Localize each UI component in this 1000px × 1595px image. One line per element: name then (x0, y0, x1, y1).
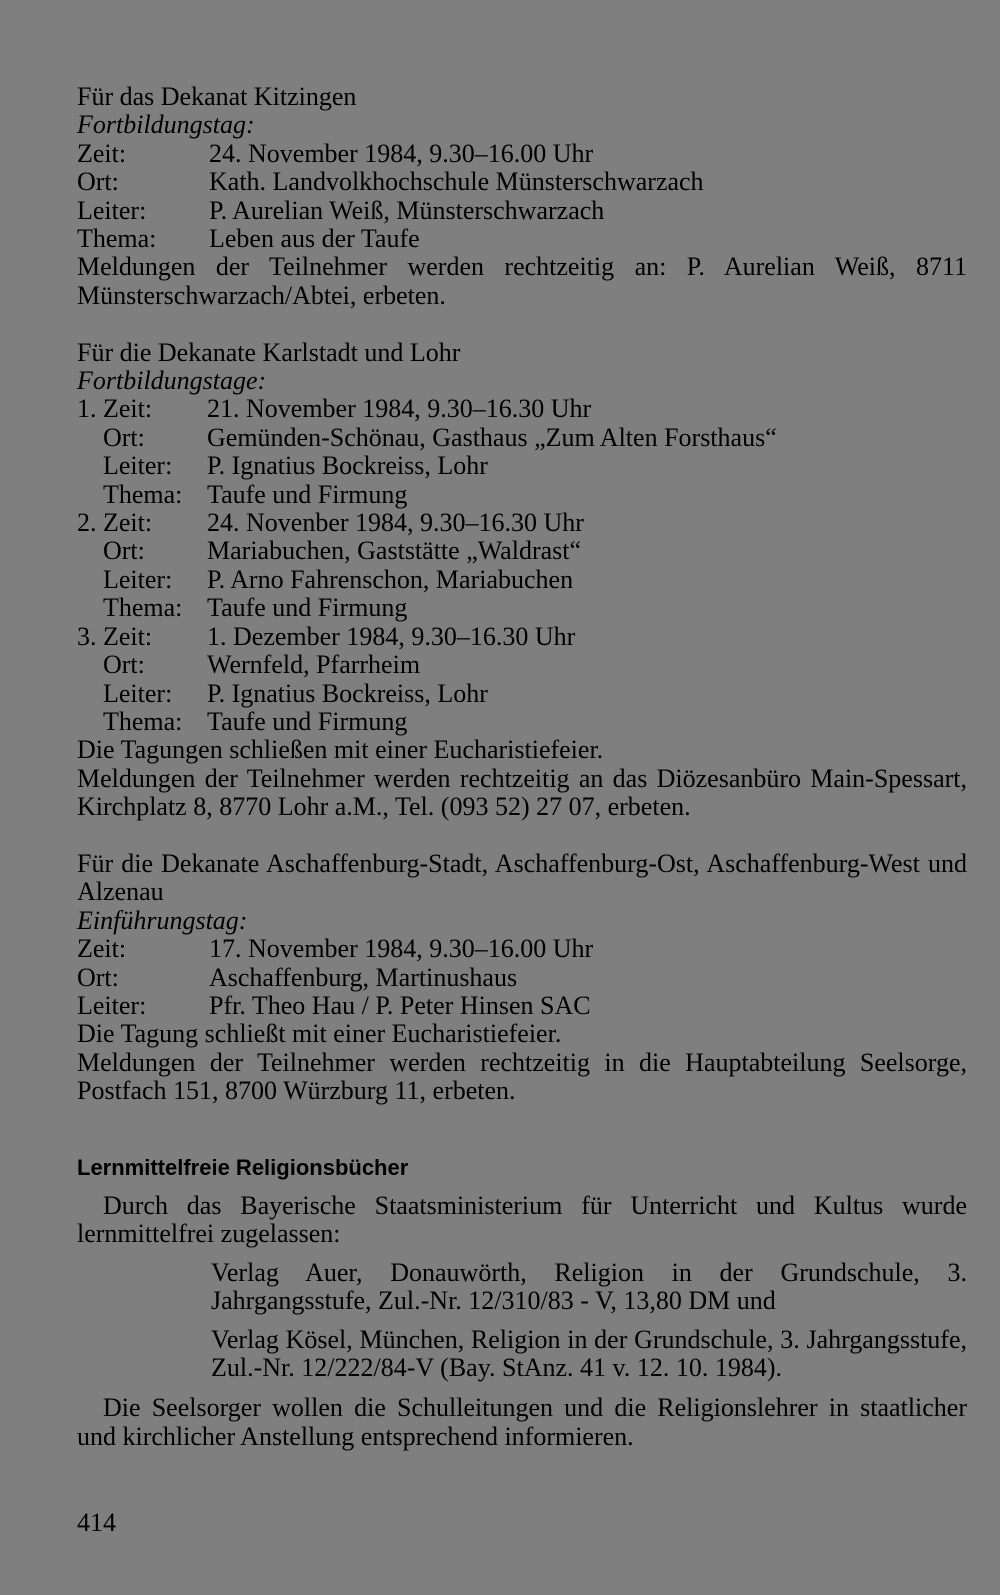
detail-value: Wernfeld, Pfarrheim (207, 650, 421, 680)
event-number: 2. (77, 508, 97, 538)
closing-note: Die Tagungen schließen mit einer Eucharistiefeier. (77, 735, 604, 765)
registration-note: Meldungen der Teilnehmer werden rechtzeitig an das Diözesanbüro Main-Spessart, Kirchplatz 8, 8770 Lohr a.M., Tel. (093 52) 27 07, erbeten. (77, 763, 967, 822)
event-row (77, 623, 967, 651)
detail-value: 24. November 1984, 9.30–16.00 Uhr (209, 138, 594, 168)
book-entry: Verlag Kösel, München, Religion in der Grundschule, 3. Jahrgangsstufe, Zul.-Nr. 12/222/84-V (Bay. StAnz. 41 v. 12. 10. 1984). (211, 1324, 967, 1383)
section-kitzingen (77, 83, 967, 310)
section-religion-books (77, 1154, 967, 1452)
event-row (77, 680, 967, 708)
detail-value: Pfr. Theo Hau / P. Peter Hinsen SAC (209, 990, 591, 1020)
detail-value: 1. Dezember 1984, 9.30–16.30 Uhr (207, 621, 576, 651)
registration-note: Meldungen der Teilnehmer werden rechtzeitig an: P. Aurelian Weiß, 8711 Münsterschwarzach/Abtei, erbeten. (77, 252, 967, 310)
detail-value: Leben aus der Taufe (209, 224, 420, 254)
detail-label: Leiter: (77, 195, 147, 225)
closing-note: Die Tagung schließt mit einer Eucharistiefeier. (77, 1019, 562, 1049)
section-subheading: Fortbildungstage: (77, 366, 267, 396)
detail-row (77, 140, 967, 168)
detail-label: Ort: (103, 422, 145, 452)
detail-value: Taufe und Firmung (207, 479, 408, 509)
event-row (77, 481, 967, 509)
detail-label: Leiter: (103, 678, 173, 708)
detail-label: Zeit: (103, 508, 153, 538)
detail-label: Zeit: (77, 138, 127, 168)
article-heading: Lernmittelfreie Religionsbücher (77, 1154, 409, 1180)
event-number: 3. (77, 621, 97, 651)
detail-label: Thema: (103, 479, 183, 509)
detail-value: P. Ignatius Bockreiss, Lohr (207, 451, 488, 481)
intro-paragraph: Durch das Bayerische Staatsministerium für Unterricht und Kultus wurde lernmittelfrei zugelassen: (77, 1191, 967, 1249)
detail-value: Gemünden-Schönau, Gasthaus „Zum Alten Forsthaus“ (207, 422, 777, 452)
detail-label: Leiter: (77, 990, 147, 1020)
detail-value: P. Arno Fahrenschon, Mariabuchen (207, 564, 574, 594)
detail-value: Aschaffenburg, Martinushaus (209, 962, 518, 992)
section-heading: Für die Dekanate Aschaffenburg-Stadt, Aschaffenburg-Ost, Aschaffenburg-West und Alzenau (77, 848, 967, 907)
detail-row (77, 935, 967, 963)
page-number: 414 (77, 1508, 116, 1537)
event-number: 1. (77, 394, 97, 424)
detail-label: Ort: (77, 167, 119, 197)
detail-value: Taufe und Firmung (207, 706, 408, 736)
section-subheading: Einführungstag: (77, 905, 248, 935)
page-body (77, 83, 967, 1451)
detail-row (77, 225, 967, 253)
detail-row (77, 992, 967, 1020)
detail-label: Thema: (103, 593, 183, 623)
detail-value: Taufe und Firmung (207, 593, 408, 623)
detail-label: Leiter: (103, 564, 173, 594)
detail-label: Zeit: (103, 394, 153, 424)
section-karlstadt-lohr (77, 339, 967, 822)
event-row (77, 594, 967, 622)
detail-value: 17. November 1984, 9.30–16.00 Uhr (209, 934, 594, 964)
section-heading: Für das Dekanat Kitzingen (77, 82, 357, 111)
detail-label: Zeit: (103, 621, 153, 651)
detail-label: Thema: (103, 706, 183, 736)
detail-label: Zeit: (77, 934, 127, 964)
detail-label: Ort: (103, 536, 145, 566)
event-row (77, 566, 967, 594)
detail-value: P. Ignatius Bockreiss, Lohr (207, 678, 488, 708)
event-row (77, 537, 967, 565)
section-heading: Für die Dekanate Karlstadt und Lohr (77, 337, 461, 367)
detail-label: Thema: (77, 224, 157, 254)
event-row (77, 424, 967, 452)
detail-row (77, 197, 967, 225)
detail-label: Ort: (77, 962, 119, 992)
event-row (77, 509, 967, 537)
section-aschaffenburg (77, 850, 967, 1106)
event-row (77, 395, 967, 423)
detail-row (77, 964, 967, 992)
event-row (77, 452, 967, 480)
closing-paragraph: Die Seelsorger wollen die Schulleitungen und die Religionslehrer in staatlicher und kirchlicher Anstellung entsprechend informieren. (77, 1393, 967, 1451)
detail-row (77, 168, 967, 196)
section-subheading: Fortbildungstag: (77, 110, 255, 140)
registration-note: Meldungen der Teilnehmer werden rechtzeitig in die Hauptabteilung Seelsorge, Postfach 151, 8700 Würzburg 11, erbeten. (77, 1047, 967, 1106)
event-row (77, 708, 967, 736)
detail-value: P. Aurelian Weiß, Münsterschwarzach (209, 195, 605, 225)
book-entry: Verlag Auer, Donauwörth, Religion in der Grundschule, 3. Jahrgangsstufe, Zul.-Nr. 12/310/83 - V, 13,80 DM und (211, 1257, 967, 1316)
detail-value: 24. Novenber 1984, 9.30–16.30 Uhr (207, 508, 584, 538)
detail-value: Kath. Landvolkhochschule Münsterschwarzach (209, 167, 704, 197)
detail-label: Ort: (103, 650, 145, 680)
detail-value: 21. November 1984, 9.30–16.30 Uhr (207, 394, 592, 424)
detail-value: Mariabuchen, Gaststätte „Waldrast“ (207, 536, 582, 566)
detail-label: Leiter: (103, 451, 173, 481)
event-row (77, 651, 967, 679)
